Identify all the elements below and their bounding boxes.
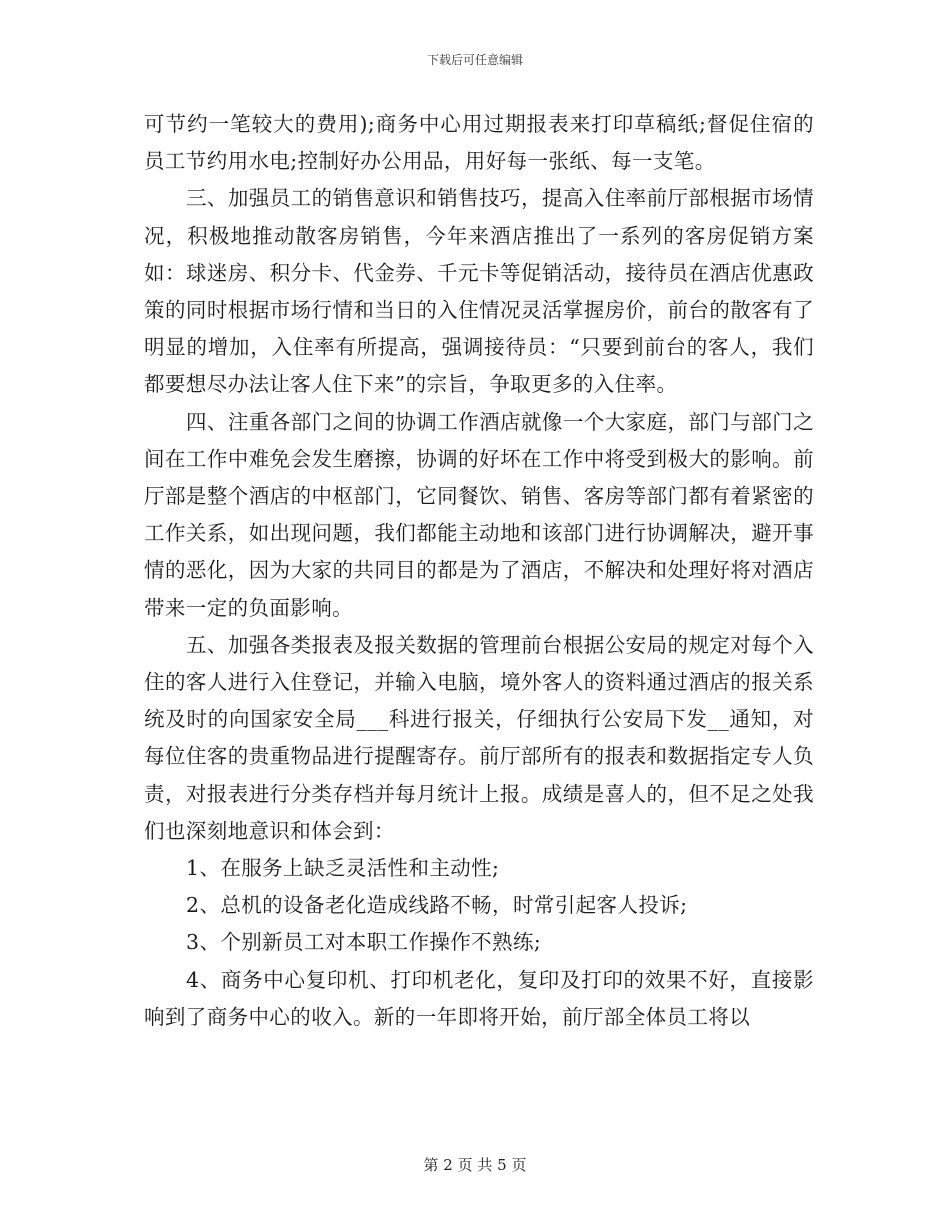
paragraph-section-four: 四、注重各部门之间的协调工作酒店就像一个大家庭，部门与部门之间在工作中难免会发生磨擦，协调的好坏在工作中将受到极大的影响。前厅部是整个酒店的中枢部门，它同餐饮、销售、客房等部门都有着紧密的工作关系，如出现问题，我们都能主动地和该部门进行协调解决，避开事情的恶化，因为大家的共同目的都是为了酒店，不解决和处理好将对酒店带来一定的负面影响。 (144, 409, 814, 620)
paragraph-continuation: 可节约一笔较大的费用);商务中心用过期报表来打印草稿纸;督促住宿的员工节约用水电;控制好办公用品，用好每一张纸、每一支笔。 (144, 112, 814, 174)
list-item-shortcoming-2: 2、总机的设备老化造成线路不畅，时常引起客人投诉; (186, 893, 688, 918)
list-item-shortcoming-3: 3、个别新员工对本职工作操作不熟练; (186, 930, 542, 955)
list-item-shortcoming-1: 1、在服务上缺乏灵活性和主动性; (186, 856, 500, 881)
list-item-shortcoming-4: 4、商务中心复印机、打印机老化，复印及打印的效果不好，直接影响到了商务中心的收入。新的一年即将开始，前厅部全体员工将以 (144, 967, 814, 1029)
page-number-footer: 第 2 页 共 5 页 (423, 1156, 527, 1174)
page-header: 下载后可任意编辑 (426, 53, 523, 67)
paragraph-section-three: 三、加强员工的销售意识和销售技巧，提高入住率前厅部根据市场情况，积极地推动散客房销售，今年来酒店推出了一系列的客房促销方案如：球迷房、积分卡、代金券、千元卡等促销活动，接待员在酒店优惠政策的同时根据市场行情和当日的入住情况灵活掌握房价，前台的散客有了明显的增加，入住率有所提高，强调接待员：“只要到前台的客人，我们都要想尽办法让客人住下来”的宗旨，争取更多的入住率。 (144, 186, 814, 397)
paragraph-section-five: 五、加强各类报表及报关数据的管理前台根据公安局的规定对每个入住的客人进行入住登记，并输入电脑，境外客人的资料通过酒店的报关系统及时的向国家安全局___科进行报关，仔细执行公安局下发__通知，对每位住客的贵重物品进行提醒寄存。前厅部所有的报表和数据指定专人负责，对报表进行分类存档并每月统计上报。成绩是喜人的，但不足之处我们也深刻地意识和体会到： (144, 632, 814, 843)
document-body (144, 106, 814, 1036)
